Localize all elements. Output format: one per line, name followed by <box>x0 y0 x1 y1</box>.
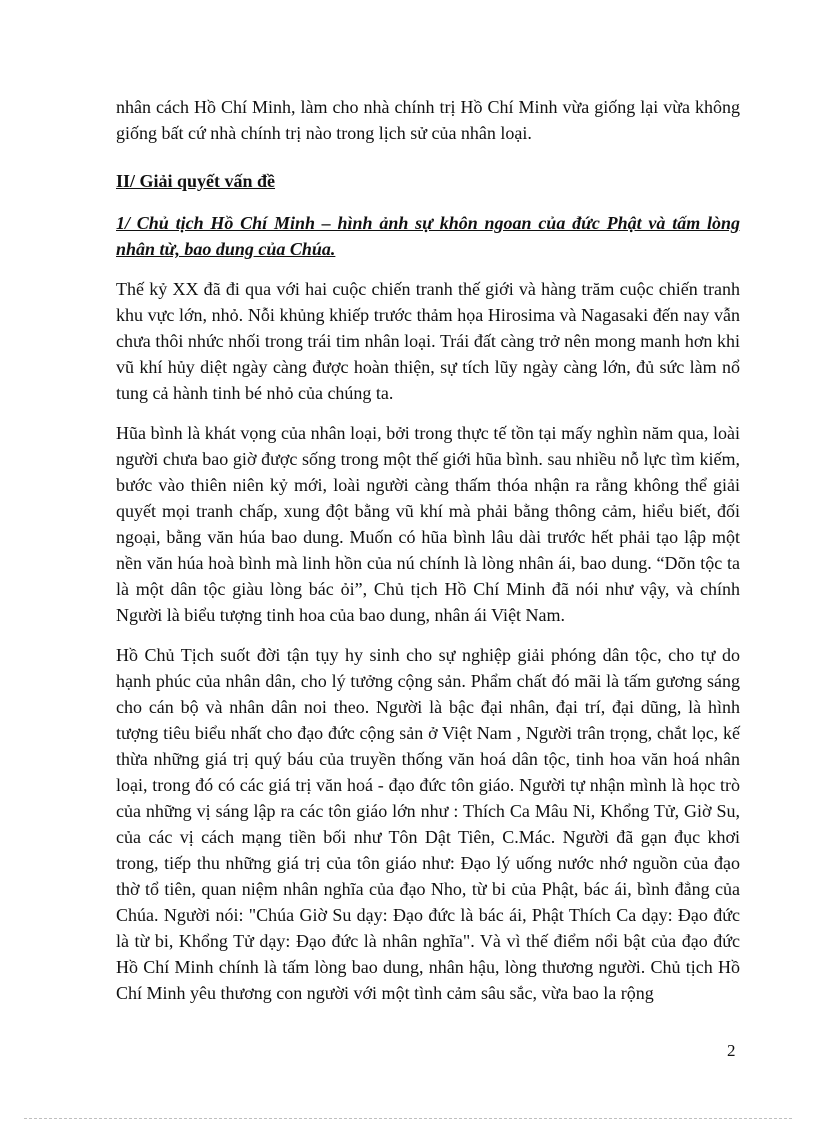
page-number: 2 <box>727 1041 736 1060</box>
page-content <box>116 94 740 1020</box>
page-bottom-divider <box>24 1118 792 1119</box>
intro-paragraph: nhân cách Hồ Chí Minh, làm cho nhà chính trị Hồ Chí Minh vừa giống lại vừa không giống bất cứ nhà chính trị nào trong lịch sử của nhân loại. <box>116 97 740 143</box>
paragraph-1: Thế kỷ XX đã đi qua với hai cuộc chiến tranh thế giới và hàng trăm cuộc chiến tranh khu vực lớn, nhỏ. Nỗi khủng khiếp trước thảm họa Hirosima và Nagasaki đến nay vẫn chưa thôi nhức nhối trong trái tim nhân loại. Trái đất càng trở nên mong manh hơn khi vũ khí hủy diệt ngày càng được hoàn thiện, sự tích lũy ngày càng lớn, đủ sức làm nổ tung cả hành tinh bé nhỏ của chúng ta. <box>116 279 740 403</box>
paragraph-3: Hồ Chủ Tịch suốt đời tận tụy hy sinh cho sự nghiệp giải phóng dân tộc, cho tự do hạnh phúc của nhân dân, cho lý tưởng cộng sản. Phẩm chất đó mãi là tấm gương sáng cho cán bộ và nhân dân noi theo. Người là bậc đại nhân, đại trí, đại dũng, là hình tượng tiêu biểu nhất cho đạo đức cộng sản ở Việt Nam , Người trân trọng, chắt lọc, kế thừa những giá trị quý báu của truyền thống văn hoá dân tộc, tinh hoa văn hoá nhân loại, trong đó có các giá trị văn hoá - đạo đức tôn giáo. Người tự nhận mình là học trò của những vị sáng lập ra các tôn giáo lớn như : Thích Ca Mâu Ni, Khổng Tử, Giờ Su, của các vị cách mạng tiền bối như Tôn Dật Tiên, C.Mác. Người đã gạn đục khơi trong, tiếp thu những giá trị của tôn giáo như: Đạo lý uống nước nhớ nguồn của đạo thờ tổ tiên, quan niệm nhân nghĩa của đạo Nho, từ bi của Phật, bác ái, bình đẳng của Chúa. Người nói: "Chúa Giờ Su dạy: Đạo đức là bác ái, Phật Thích Ca dạy: Đạo đức là từ bi, Khổng Tử dạy: Đạo đức là nhân nghĩa". Và vì thế điểm nổi bật của đạo đức Hồ Chí Minh chính là tấm lòng bao dung, nhân hậu, lòng thương người. Chủ tịch Hồ Chí Minh yêu thương con người với một tình cảm sâu sắc, vừa bao la rộng <box>116 645 740 1003</box>
paragraph-2: Hũa bình là khát vọng của nhân loại, bởi trong thực tế tồn tại mấy nghìn năm qua, loài người chưa bao giờ được sống trong một thế giới hũa bình. sau nhiều nỗ lực tìm kiếm, bước vào thiên niên kỷ mới, loài người càng thấm thóa nhận ra rằng không thể giải quyết mọi tranh chấp, xung đột bằng vũ khí mà phải bằng thông cảm, hiểu biết, đối ngoại, bằng văn húa bao dung. Muốn có hũa bình lâu dài trước hết phải tạo lập một nền văn húa hoà bình mà linh hồn của nú chính là lòng nhân ái, bao dung. “Dõn tộc ta là một dân tộc giàu lòng bác ỏi”, Chủ tịch Hồ Chí Minh đã nói như vậy, và chính Người là biểu tượng tinh hoa của bao dung, nhân ái Việt Nam. <box>116 423 740 625</box>
subsection-heading: 1/ Chủ tịch Hồ Chí Minh – hình ảnh sự khôn ngoan của đức Phật và tấm lòng nhân từ, bao dung của Chúa. <box>116 213 740 259</box>
section-heading: II/ Giải quyết vấn đề <box>116 171 276 191</box>
